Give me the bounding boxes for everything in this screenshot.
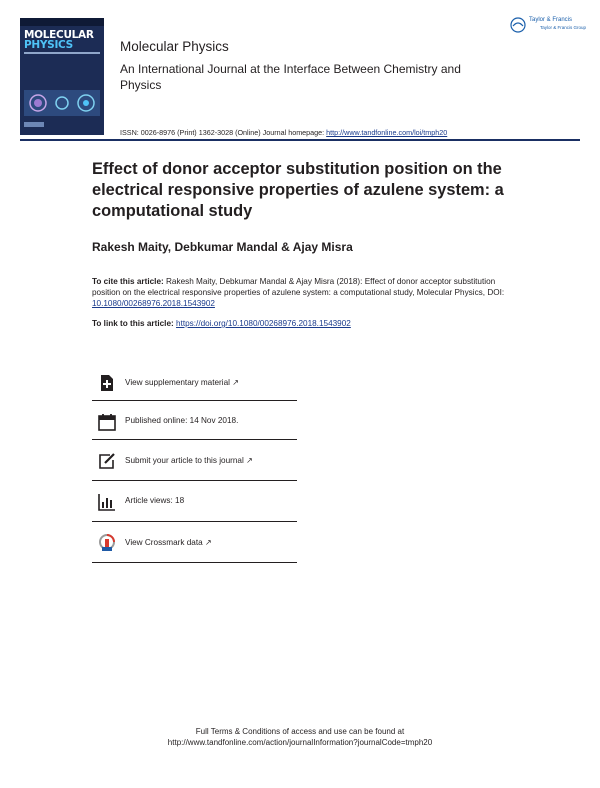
- journal-cover: [20, 18, 104, 135]
- crossmark-label: View Crossmark data: [125, 538, 203, 547]
- citation-label: To cite this article:: [92, 277, 164, 286]
- supplementary-label: View supplementary material: [125, 378, 230, 387]
- publisher-logo[interactable]: [510, 17, 587, 35]
- supplementary-icon: [98, 374, 116, 392]
- submit-article-link[interactable]: [92, 440, 297, 478]
- article-authors: Rakesh Maity, Debkumar Mandal & Ajay Misra: [92, 240, 353, 254]
- issn-line: [120, 128, 447, 137]
- citation-text: Rakesh Maity, Debkumar Mandal & Ajay Misra (2018): Effect of donor acceptor substitution position on the electrical responsive properties of azulene system: a computational study, Molecular Physics, DOI:: [92, 277, 505, 297]
- article-doi-url-link[interactable]: https://doi.org/10.1080/00268976.2018.1543902: [176, 319, 351, 328]
- header-divider: [20, 139, 580, 141]
- journal-subtitle: An International Journal at the Interface Between Chemistry and Physics: [120, 62, 461, 92]
- crossmark-icon: [98, 534, 116, 552]
- publisher-logo-name: Taylor & Francis: [529, 17, 573, 23]
- cover-illustration: [24, 90, 100, 116]
- publisher-logo-tagline: Taylor & Francis Group: [540, 25, 587, 30]
- footer: [120, 726, 480, 748]
- bar-chart-icon: [98, 493, 116, 511]
- journal-title: Molecular Physics: [120, 39, 229, 54]
- footer-terms-text: Full Terms & Conditions of access and use can be found at: [195, 727, 405, 736]
- divider: [92, 562, 297, 563]
- journal-homepage-link[interactable]: http://www.tandfonline.com/loi/tmph20: [326, 128, 448, 137]
- cover-publisher-mark: [24, 122, 44, 127]
- doi-link[interactable]: 10.1080/00268976.2018.1543902: [92, 299, 215, 308]
- edit-icon: [98, 452, 116, 470]
- cover-subtitle-bar: [24, 52, 100, 54]
- cover-top-bar: [20, 18, 104, 26]
- article-views-item: [92, 481, 297, 519]
- article-title: Effect of donor acceptor substitution position on the electrical responsive properties of azulene system: a computational study: [92, 160, 504, 220]
- footer-terms-link[interactable]: http://www.tandfonline.com/action/journalInformation?journalCode=tmph20: [167, 738, 433, 747]
- cover-title-line1: MOLECULAR: [24, 29, 94, 41]
- calendar-icon: [98, 413, 116, 431]
- article-views-label: Article views: 18: [125, 496, 185, 505]
- view-crossmark-link[interactable]: [92, 522, 297, 560]
- issn-text: ISSN: 0026-8976 (Print) 1362-3028 (Online) Journal homepage:: [120, 128, 327, 137]
- publisher-logo-icon: [510, 17, 526, 33]
- published-online-label: Published online: 14 Nov 2018.: [125, 416, 239, 425]
- submit-article-label: Submit your article to this journal: [125, 456, 244, 465]
- external-link-icon: ↗: [246, 456, 253, 465]
- published-online-item: [92, 401, 297, 439]
- view-supplementary-material-link[interactable]: [92, 362, 297, 400]
- external-link-icon: ↗: [232, 378, 240, 387]
- external-link-icon: ↗: [204, 538, 212, 547]
- article-link-line: [92, 319, 351, 328]
- citation-block: [92, 276, 522, 309]
- article-link-label: To link to this article:: [92, 319, 177, 328]
- cover-title-line2: PHYSICS: [24, 39, 73, 51]
